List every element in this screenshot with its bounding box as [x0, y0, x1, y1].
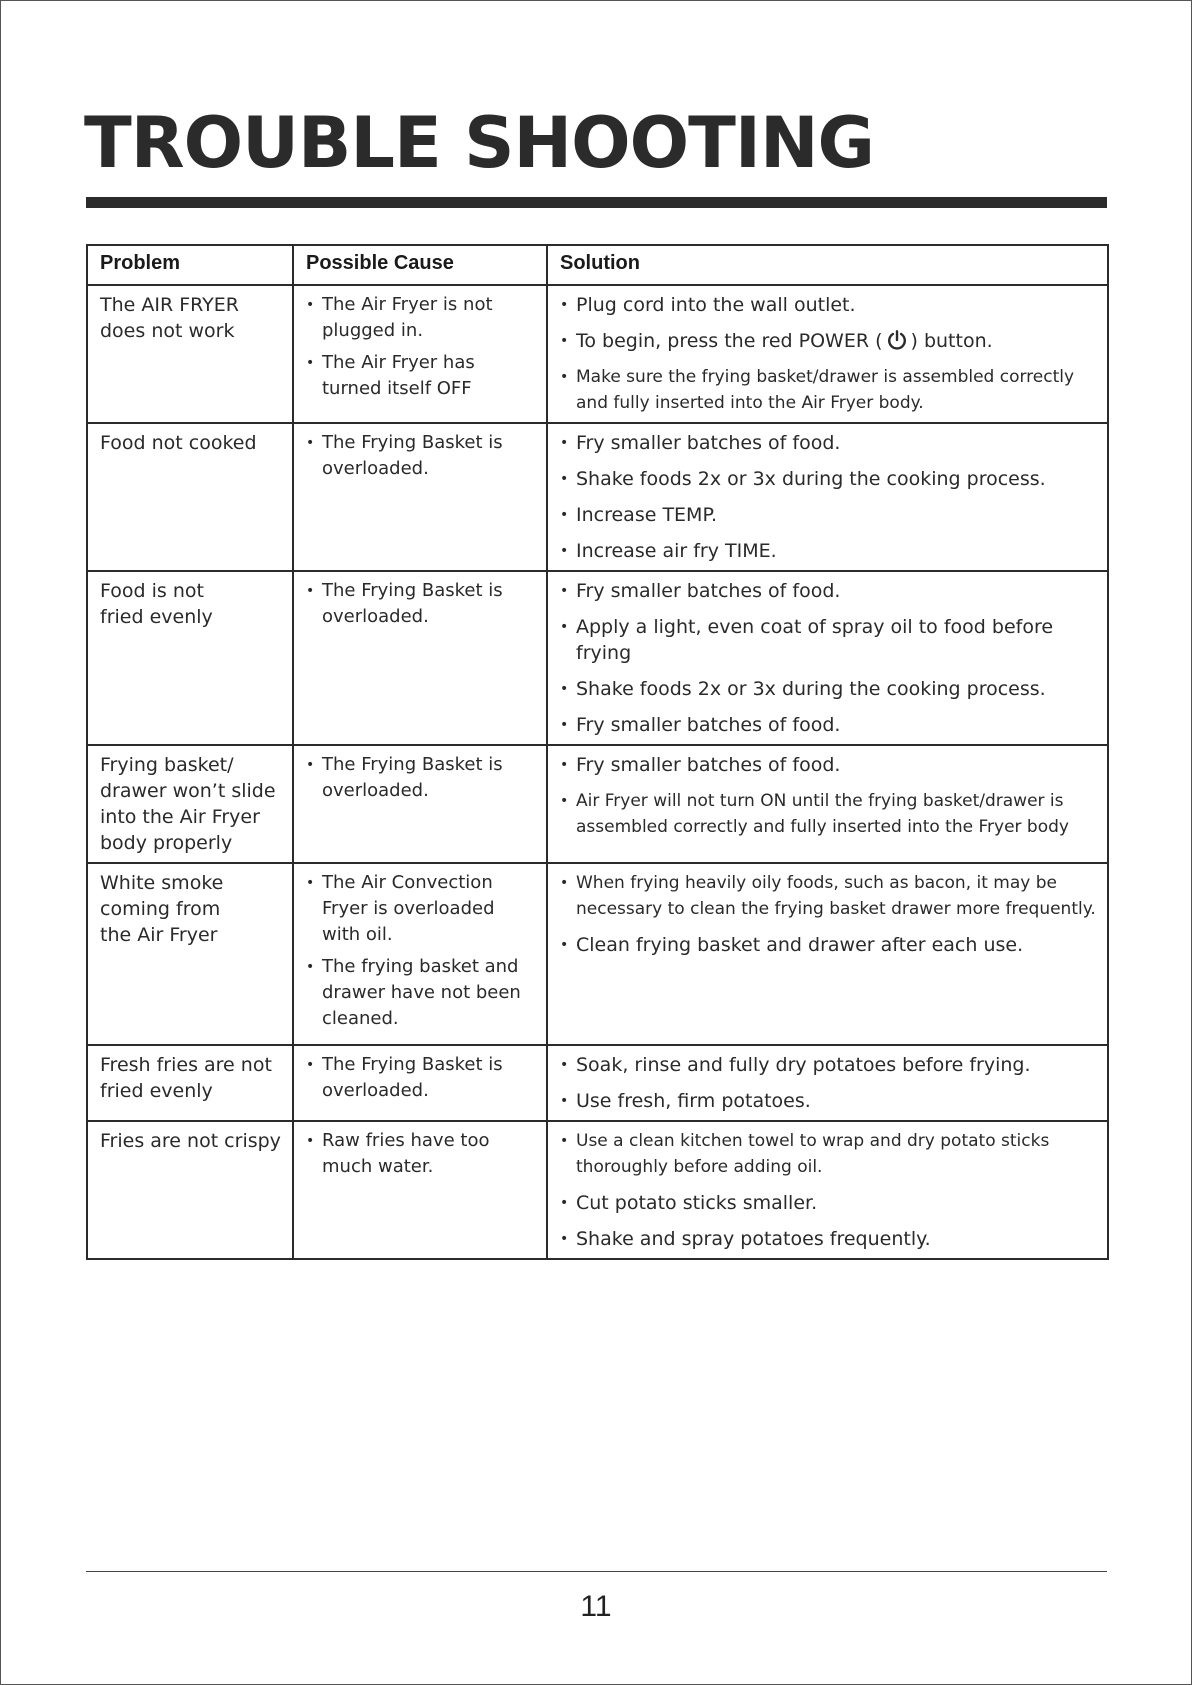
- solution-cell: [547, 1121, 1108, 1259]
- solution-text: Shake and spray potatoes frequently.: [576, 1228, 931, 1250]
- cause-item: [306, 430, 536, 482]
- problem-text: Food is not fried evenly: [100, 580, 213, 628]
- bullet-icon: •: [560, 543, 569, 559]
- bullet-icon: •: [560, 717, 569, 733]
- solution-cell: [547, 1045, 1108, 1121]
- table-row: [87, 863, 1108, 1045]
- bullet-icon: •: [306, 297, 315, 313]
- cause-item: [306, 870, 536, 948]
- bullet-icon: •: [560, 619, 569, 635]
- solution-item: [560, 502, 1097, 528]
- bullet-icon: •: [560, 1057, 569, 1073]
- solution-item: [560, 676, 1097, 702]
- solution-text: Make sure the frying basket/drawer is assembled correctly and fully inserted into the Air Fryer body.: [576, 367, 1075, 413]
- bullet-icon: •: [560, 1133, 569, 1149]
- bullet-icon: •: [560, 369, 569, 385]
- solution-item: [560, 466, 1097, 492]
- cause-text: The Frying Basket is overloaded.: [322, 1054, 503, 1101]
- cause-text: The Air Fryer is not plugged in.: [322, 294, 493, 341]
- solution-cell: [547, 423, 1108, 571]
- bullet-icon: •: [560, 937, 569, 953]
- table-row: [87, 745, 1108, 863]
- solution-item: [560, 364, 1097, 416]
- bullet-icon: •: [560, 875, 569, 891]
- solution-item: [560, 578, 1097, 604]
- bullet-icon: •: [306, 355, 315, 371]
- problem-cell: [87, 423, 293, 571]
- cause-item: [306, 752, 536, 804]
- header-solution: Solution: [547, 245, 1108, 285]
- cause-item: [306, 1052, 536, 1104]
- solution-item: [560, 430, 1097, 456]
- cause-cell: [293, 423, 547, 571]
- solution-cell: [547, 863, 1108, 1045]
- solution-item: [560, 752, 1097, 778]
- cause-item: [306, 350, 536, 402]
- header-possible-cause: Possible Cause: [293, 245, 547, 285]
- cause-text: The frying basket and drawer have not been cleaned.: [322, 956, 521, 1029]
- bullet-icon: •: [306, 1133, 315, 1149]
- solution-text: Increase TEMP.: [576, 504, 717, 526]
- bullet-icon: •: [306, 959, 315, 975]
- solution-item: [560, 328, 1097, 354]
- page-title: TROUBLE SHOOTING: [84, 102, 874, 184]
- problem-cell: [87, 745, 293, 863]
- problem-text: Food not cooked: [100, 432, 257, 454]
- bullet-icon: •: [560, 1093, 569, 1109]
- problem-cell: [87, 285, 293, 423]
- solution-item: [560, 1128, 1097, 1180]
- cause-cell: [293, 745, 547, 863]
- bullet-icon: •: [306, 583, 315, 599]
- cause-item: [306, 578, 536, 630]
- page-number: 11: [580, 1590, 612, 1623]
- solution-text: ) button.: [910, 330, 993, 352]
- title-underline: [86, 197, 1107, 208]
- solution-item: [560, 932, 1097, 958]
- problem-text: Fries are not crispy: [100, 1130, 281, 1152]
- bullet-icon: •: [560, 333, 569, 349]
- cause-cell: [293, 571, 547, 745]
- solution-text: When frying heavily oily foods, such as bacon, it may be necessary to clean the frying basket drawer more frequently.: [576, 873, 1096, 919]
- table-row: [87, 571, 1108, 745]
- cause-text: The Air Convection Fryer is overloaded with oil.: [322, 872, 495, 945]
- solution-text: Fry smaller batches of food.: [576, 432, 841, 454]
- power-icon: [886, 329, 908, 351]
- cause-item: [306, 954, 536, 1032]
- solution-item: [560, 712, 1097, 738]
- cause-cell: [293, 1121, 547, 1259]
- cause-item: [306, 292, 536, 344]
- bullet-icon: •: [306, 1057, 315, 1073]
- footer-divider: [86, 1571, 1107, 1572]
- table-header-row: [87, 245, 1108, 285]
- solution-text: Use a clean kitchen towel to wrap and dry potato sticks thoroughly before adding oil.: [576, 1131, 1050, 1177]
- solution-item: [560, 1226, 1097, 1252]
- solution-text: Fry smaller batches of food.: [576, 714, 841, 736]
- cause-cell: [293, 285, 547, 423]
- solution-cell: [547, 571, 1108, 745]
- solution-text: Clean frying basket and drawer after each use.: [576, 934, 1024, 956]
- solution-text: Fry smaller batches of food.: [576, 580, 841, 602]
- solution-cell: [547, 285, 1108, 423]
- solution-text: Fry smaller batches of food.: [576, 754, 841, 776]
- problem-text: Frying basket/ drawer won’t slide into the Air Fryer body properly: [100, 754, 276, 854]
- solution-text: Shake foods 2x or 3x during the cooking process.: [576, 468, 1046, 490]
- solution-item: [560, 292, 1097, 318]
- solution-cell: [547, 745, 1108, 863]
- bullet-icon: •: [306, 435, 315, 451]
- solution-text: Air Fryer will not turn ON until the frying basket/drawer is assembled correctly and fully inserted into the Fryer body: [576, 791, 1069, 837]
- solution-text: Apply a light, even coat of spray oil to food before frying: [576, 616, 1054, 664]
- cause-item: [306, 1128, 536, 1180]
- solution-item: [560, 870, 1097, 922]
- problem-cell: [87, 571, 293, 745]
- solution-text: Cut potato sticks smaller.: [576, 1192, 818, 1214]
- problem-cell: [87, 1045, 293, 1121]
- solution-text: Shake foods 2x or 3x during the cooking process.: [576, 678, 1046, 700]
- cause-text: The Frying Basket is overloaded.: [322, 754, 503, 801]
- cause-cell: [293, 1045, 547, 1121]
- solution-text: Increase air fry TIME.: [576, 540, 777, 562]
- problem-text: Fresh fries are not fried evenly: [100, 1054, 272, 1102]
- problem-cell: [87, 1121, 293, 1259]
- troubleshooting-table: [86, 244, 1109, 1260]
- problem-cell: [87, 863, 293, 1045]
- bullet-icon: •: [306, 757, 315, 773]
- cause-text: The Frying Basket is overloaded.: [322, 580, 503, 627]
- solution-item: [560, 1052, 1097, 1078]
- solution-item: [560, 614, 1097, 666]
- cause-text: Raw fries have too much water.: [322, 1130, 490, 1177]
- header-problem: Problem: [87, 245, 293, 285]
- bullet-icon: •: [306, 875, 315, 891]
- cause-cell: [293, 863, 547, 1045]
- table-row: [87, 285, 1108, 423]
- solution-text: To begin, press the red POWER (: [576, 330, 883, 352]
- solution-item: [560, 1088, 1097, 1114]
- bullet-icon: •: [560, 583, 569, 599]
- bullet-icon: •: [560, 435, 569, 451]
- cause-text: The Frying Basket is overloaded.: [322, 432, 503, 479]
- solution-item: [560, 1190, 1097, 1216]
- bullet-icon: •: [560, 757, 569, 773]
- bullet-icon: •: [560, 507, 569, 523]
- bullet-icon: •: [560, 793, 569, 809]
- cause-text: The Air Fryer has turned itself OFF: [322, 352, 475, 399]
- solution-item: [560, 538, 1097, 564]
- solution-text: Use fresh, firm potatoes.: [576, 1090, 811, 1112]
- solution-text: Plug cord into the wall outlet.: [576, 294, 856, 316]
- bullet-icon: •: [560, 1195, 569, 1211]
- bullet-icon: •: [560, 471, 569, 487]
- bullet-icon: •: [560, 681, 569, 697]
- solution-item: [560, 788, 1097, 840]
- bullet-icon: •: [560, 297, 569, 313]
- bullet-icon: •: [560, 1231, 569, 1247]
- table-row: [87, 423, 1108, 571]
- problem-text: White smoke coming from the Air Fryer: [100, 872, 224, 946]
- solution-text: Soak, rinse and fully dry potatoes before frying.: [576, 1054, 1031, 1076]
- problem-text: The AIR FRYER does not work: [100, 294, 239, 342]
- table-row: [87, 1045, 1108, 1121]
- table-row: [87, 1121, 1108, 1259]
